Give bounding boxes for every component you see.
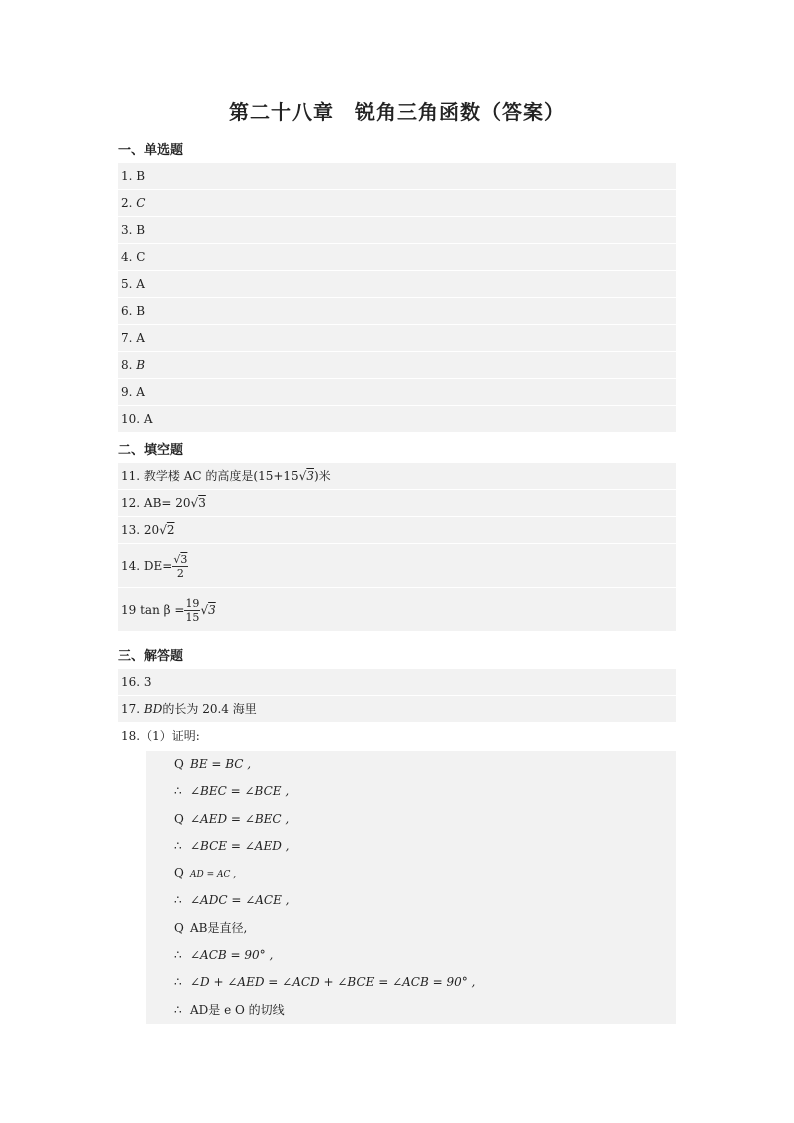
answer-row <box>118 325 676 352</box>
solve-answers-block <box>118 669 676 750</box>
proof-line <box>146 915 676 942</box>
answer-value: A <box>143 412 153 426</box>
question-number: 8. <box>121 358 133 372</box>
answer-text: AB= 20 <box>143 496 191 510</box>
question-number: 16. <box>121 675 141 689</box>
sqrt-icon: √ <box>159 523 167 537</box>
answer-text: DE= <box>143 559 173 573</box>
question-number: 14. <box>121 559 141 573</box>
answer-row <box>118 517 676 544</box>
question-number: 2. <box>121 196 133 210</box>
mc-answers-block <box>118 163 676 433</box>
proof-text: ∠BCE = ∠AED , <box>190 838 290 853</box>
answer-value: A <box>136 385 145 399</box>
radicand: 3 <box>306 469 314 483</box>
question-number: 10. <box>121 412 141 426</box>
answer-value: B <box>136 304 146 318</box>
answer-value: A <box>136 331 145 345</box>
therefore-symbol: ∴ <box>174 784 182 799</box>
proof-line <box>146 806 676 833</box>
proof-line <box>146 833 676 860</box>
because-symbol: Q <box>174 920 184 935</box>
section-heading-answer: 三、解答题 <box>118 649 184 664</box>
answer-text: 的长为 20.4 海里 <box>162 702 257 716</box>
because-symbol: Q <box>174 866 184 881</box>
question-number: 11. <box>121 469 141 483</box>
proof-line <box>146 860 676 887</box>
fraction: $\frac{√3}{2}$ <box>173 553 188 580</box>
question-number: 12. <box>121 496 141 510</box>
answer-suffix: )米 <box>313 469 331 483</box>
answer-row <box>118 544 676 588</box>
answer-row <box>118 379 676 406</box>
therefore-symbol: ∴ <box>174 893 182 908</box>
answer-row <box>118 244 676 271</box>
answer-row <box>118 696 676 723</box>
proof-text: ∠D + ∠AED = ∠ACD + ∠BCE = ∠ACB = 90° , <box>190 975 476 990</box>
answer-row <box>118 463 676 490</box>
fraction: $\frac{19}{15}$ <box>185 597 200 624</box>
answer-row <box>118 298 676 325</box>
proof-text: ∠ACB = 90° , <box>190 948 274 963</box>
answer-row <box>118 163 676 190</box>
proof-text: AD = AC , <box>190 870 237 881</box>
sqrt-icon: √ <box>173 553 181 566</box>
question-number: 9. <box>121 385 133 399</box>
answer-row <box>118 352 676 379</box>
proof-block <box>146 751 676 1024</box>
question-number: 18. <box>121 729 141 743</box>
fill-answers-block <box>118 463 676 632</box>
proof-line <box>146 942 676 969</box>
answer-row <box>118 271 676 298</box>
therefore-symbol: ∴ <box>174 1002 182 1017</box>
proof-text: AD是 e O 的切线 <box>190 1002 285 1017</box>
proof-line <box>146 778 676 805</box>
answer-value: C <box>136 196 146 210</box>
answer-row <box>118 406 676 433</box>
answer-text: 20 <box>143 523 160 537</box>
because-symbol: Q <box>174 811 184 826</box>
question-number: 7. <box>121 331 133 345</box>
proof-text: ∠AED = ∠BEC , <box>190 811 290 826</box>
proof-line <box>146 969 676 996</box>
answer-value: 3 <box>143 675 152 689</box>
answer-row <box>118 588 676 632</box>
proof-line <box>146 887 676 914</box>
answer-value: C <box>136 250 146 264</box>
proof-text: ∠BEC = ∠BCE , <box>190 784 290 799</box>
sqrt-icon: √ <box>298 469 307 483</box>
answer-value: B <box>136 358 146 372</box>
answer-row <box>118 490 676 517</box>
answer-value: B <box>136 169 146 183</box>
radicand: 3 <box>208 603 216 617</box>
proof-text: BE = BC , <box>190 757 252 771</box>
sqrt-icon: √ <box>190 496 199 510</box>
question-number: 1. <box>121 169 133 183</box>
radicand: 3 <box>198 496 206 510</box>
proof-line <box>146 751 676 778</box>
answer-text: （1）证明: <box>140 729 200 743</box>
proof-text: AB是直径, <box>190 920 248 935</box>
answer-row <box>118 190 676 217</box>
answer-variable: BD <box>143 702 163 716</box>
therefore-symbol: ∴ <box>174 948 182 963</box>
question-number: 5. <box>121 277 133 291</box>
answer-value: A <box>136 277 145 291</box>
question-number: 4. <box>121 250 133 264</box>
question-number: 3. <box>121 223 133 237</box>
proof-line <box>146 997 676 1024</box>
answer-row <box>118 217 676 244</box>
question-number: 6. <box>121 304 133 318</box>
question-number: 19 <box>121 603 137 617</box>
question-number: 17. <box>121 702 141 716</box>
because-symbol: Q <box>174 757 184 771</box>
answer-value: B <box>136 223 146 237</box>
answer-text: 教学楼 AC 的高度是(15+15 <box>143 469 299 483</box>
therefore-symbol: ∴ <box>174 975 182 990</box>
page-title: 第二十八章 锐角三角函数（答案） <box>229 100 565 124</box>
radicand: 2 <box>166 523 175 537</box>
answer-row <box>118 723 676 750</box>
question-number: 13. <box>121 523 141 537</box>
answer-text: tan β = <box>140 603 185 617</box>
sqrt-icon: √ <box>200 603 209 617</box>
proof-text: ∠ADC = ∠ACE , <box>190 893 290 908</box>
therefore-symbol: ∴ <box>174 838 182 853</box>
section-heading-fill-blank: 二、填空题 <box>118 443 184 458</box>
answer-row <box>118 669 676 696</box>
section-heading-single-choice: 一、单选题 <box>118 143 184 158</box>
